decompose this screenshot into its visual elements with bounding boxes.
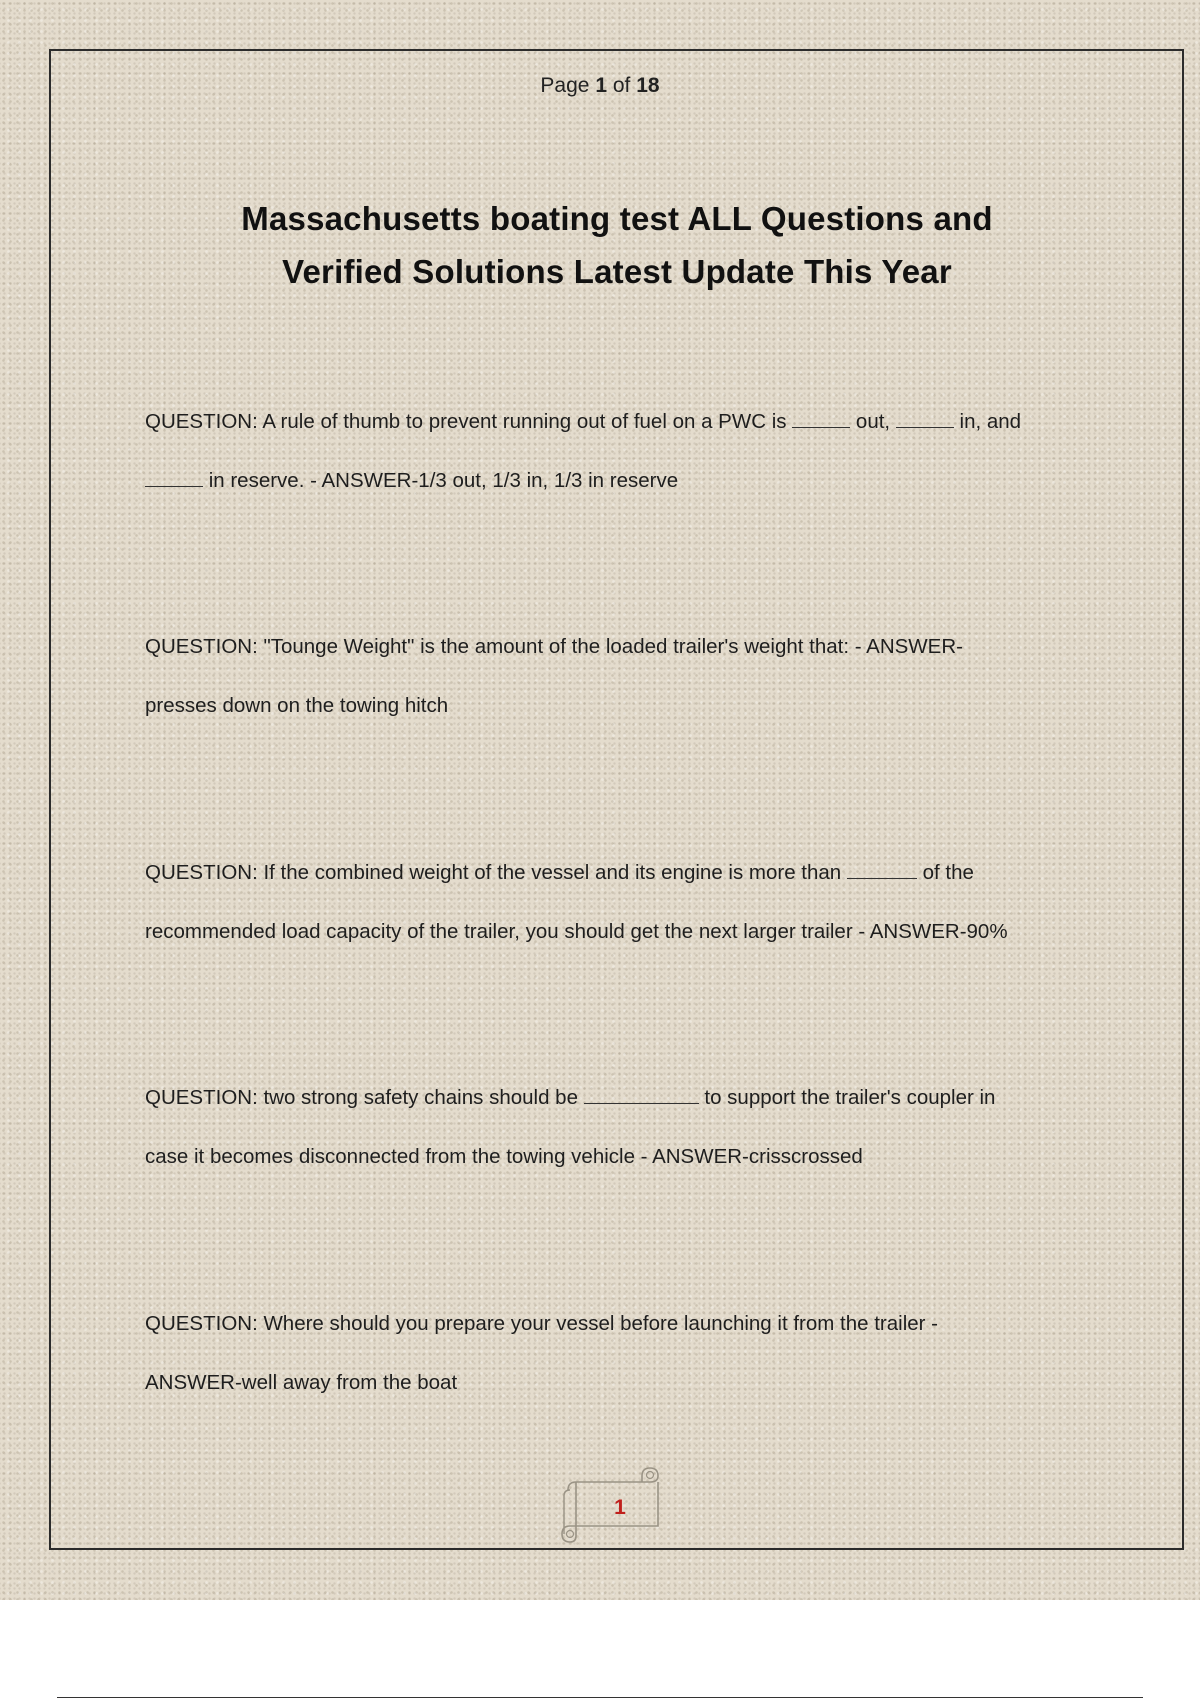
- question-line: [145, 392, 1105, 451]
- fill-in-blank: [847, 860, 917, 879]
- question-block-3: [145, 843, 1105, 961]
- question-text: QUESTION: two strong safety chains should be: [145, 1086, 578, 1109]
- question-text: to support the trailer's coupler in: [704, 1086, 996, 1109]
- question-block-4: [145, 1068, 1105, 1186]
- fill-in-blank: [792, 409, 850, 428]
- question-text: in, and: [959, 410, 1022, 433]
- question-block-1: [145, 392, 1105, 510]
- question-block-5: [145, 1294, 1105, 1412]
- question-line: [145, 843, 1105, 902]
- question-line: QUESTION: Where should you prepare your vessel before launching it from the trailer -: [145, 1312, 939, 1335]
- answer-line: recommended load capacity of the trailer, you should get the next larger trailer - ANSWER-90%: [145, 920, 1008, 943]
- answer-line: case it becomes disconnected from the towing vehicle - ANSWER-crisscrossed: [145, 1145, 863, 1168]
- answer-line: ANSWER-well away from the boat: [145, 1371, 458, 1394]
- answer-text: in reserve. - ANSWER-1/3 out, 1/3 in, 1/3 in reserve: [208, 469, 679, 492]
- document-title: [150, 192, 1084, 298]
- fill-in-blank: [584, 1085, 699, 1104]
- footer-divider: [57, 1697, 1143, 1698]
- answer-line: presses down on the towing hitch: [145, 694, 449, 717]
- question-line: QUESTION: "Tounge Weight" is the amount of the loaded trailer's weight that: - ANSWER-: [145, 635, 963, 658]
- question-text: of the: [922, 861, 974, 884]
- current-page: 1: [595, 74, 607, 97]
- answer-line: [145, 451, 1105, 510]
- question-text: out,: [855, 410, 891, 433]
- question-text: QUESTION: If the combined weight of the vessel and its engine is more than: [145, 861, 842, 884]
- question-block-2: [145, 617, 1105, 735]
- total-pages: 18: [636, 74, 660, 97]
- fill-in-blank: [145, 468, 203, 487]
- page-indicator: [0, 74, 1200, 98]
- of-word: of: [612, 74, 631, 97]
- question-line: [145, 1068, 1105, 1127]
- page-word: Page: [540, 74, 590, 97]
- question-text: QUESTION: A rule of thumb to prevent running out of fuel on a PWC is: [145, 410, 787, 433]
- footer-page-number: 1: [614, 1496, 626, 1519]
- title-line-2: Verified Solutions Latest Update This Year: [282, 253, 952, 290]
- title-line-1: Massachusetts boating test ALL Questions and: [241, 200, 993, 237]
- fill-in-blank: [896, 409, 954, 428]
